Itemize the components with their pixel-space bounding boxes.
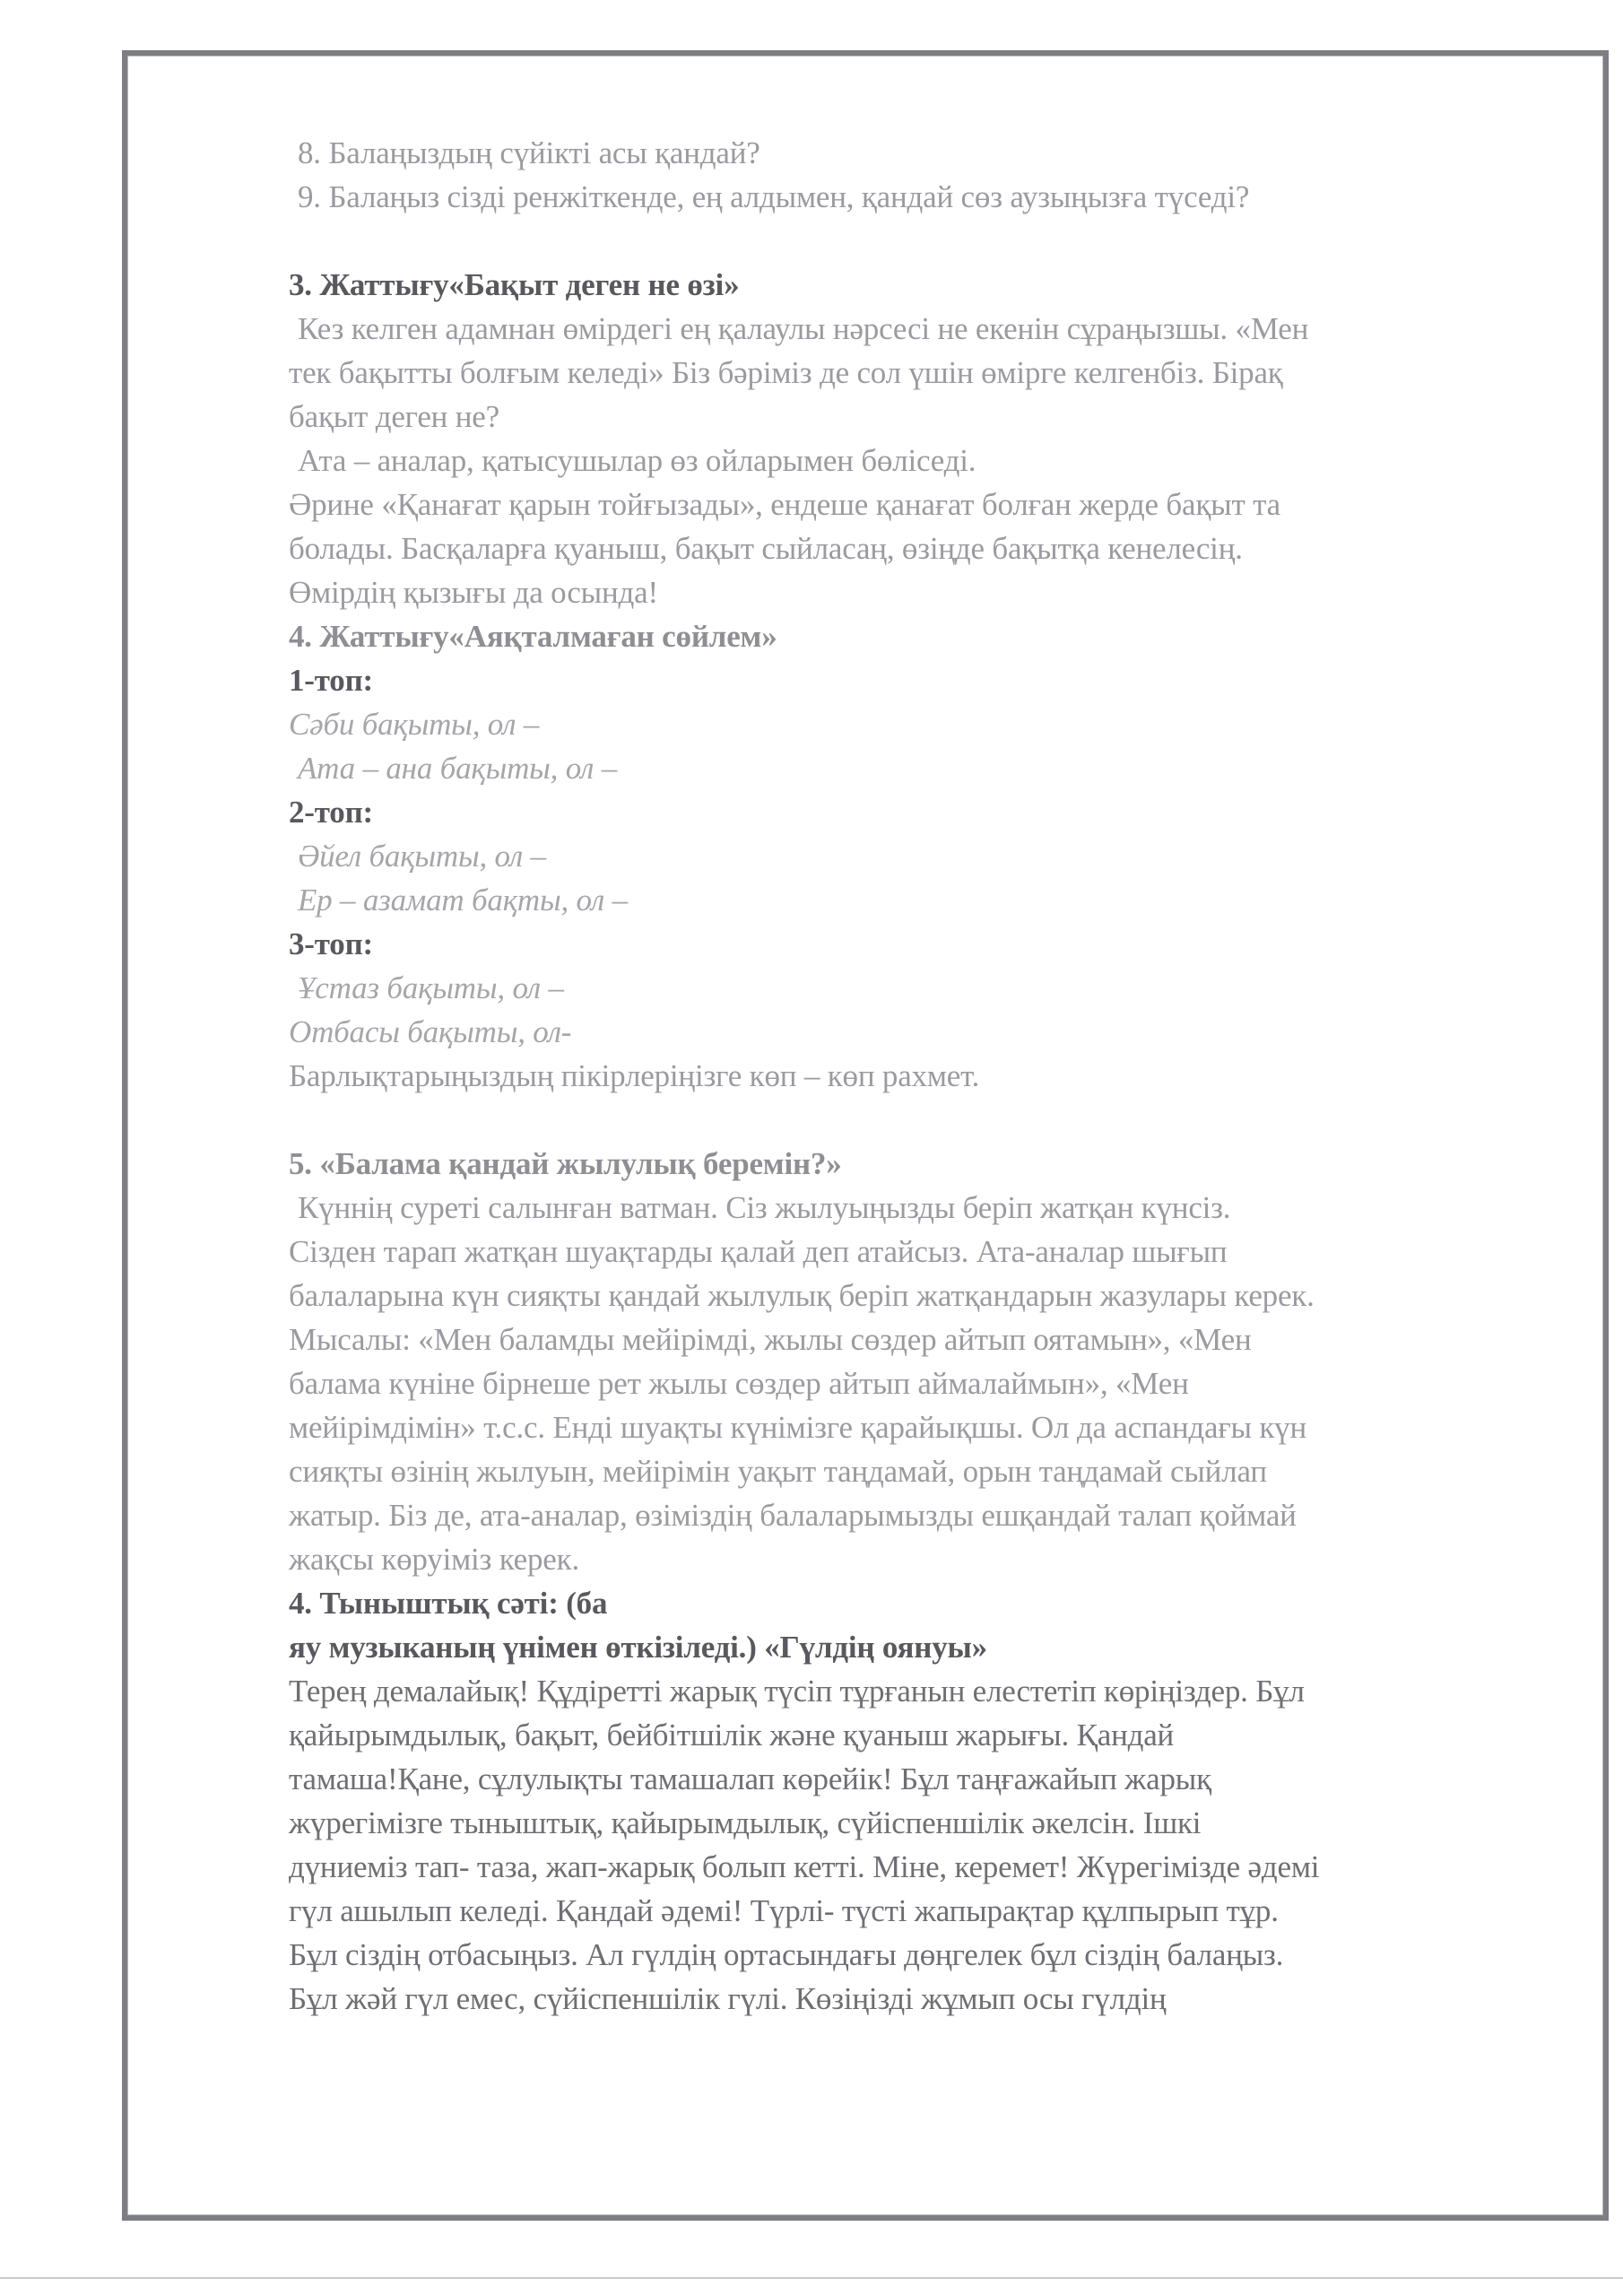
exercise-5-section bbox=[289, 1142, 1562, 1581]
scan-edge-line bbox=[0, 2277, 1623, 2279]
group-3-item: Отбасы бақыты, ол- bbox=[289, 1014, 572, 1049]
group-1-item: Сәби бақыты, ол – bbox=[289, 707, 540, 742]
exercise-5-line: балаларына күн сияқты қандай жылулық беріп жатқандарын жазулары керек. bbox=[289, 1278, 1315, 1313]
spacer bbox=[289, 219, 1562, 263]
group-2-item: Ер – азамат бақты, ол – bbox=[298, 883, 628, 918]
exercise-3-line: Өмірдің қызығы да осында! bbox=[289, 575, 658, 610]
silence-line: Бұл сіздің отбасыңыз. Ал гүлдің ортасындағы дөңгелек бұл сіздің балаңыз. bbox=[289, 1937, 1284, 1972]
question-8: 8. Балаңыздың сүйікті асы қандай? bbox=[298, 135, 760, 170]
group-3-item: Ұстаз бақыты, ол – bbox=[298, 970, 564, 1005]
exercise-5-line: мейірімдімін» т.с.с. Енді шуақты күнімізге қарайықшы. Ол да аспандағы күн bbox=[289, 1410, 1306, 1445]
group-2-label: 2-топ: bbox=[289, 795, 374, 830]
exercise-3-line: бақыт деген не? bbox=[289, 399, 499, 434]
spacer bbox=[289, 1098, 1562, 1142]
questions-list bbox=[289, 131, 1562, 219]
exercise-3-title: 3. Жаттығу«Бақыт деген не өзі» bbox=[289, 267, 740, 302]
exercise-5-line: Мысалы: «Мен баламды мейірімді, жылы сөздер айтып оятамын», «Мен bbox=[289, 1322, 1252, 1357]
question-9: 9. Балаңыз сізді ренжіткенде, ең алдымен, қандай сөз аузыңызға түседі? bbox=[298, 179, 1250, 214]
exercise-5-line: сияқты өзінің жылуын, мейірімін уақыт таңдамай, орын таңдамай сыйлап bbox=[289, 1454, 1267, 1489]
silence-section bbox=[289, 1581, 1562, 2021]
silence-line: тамаша!Қане, сұлулықты тамашалап көрейік! Бұл таңғажайып жарық bbox=[289, 1761, 1211, 1796]
silence-title-line-2: яу музыканың үнімен өткізіледі.) «Гүлдің оянуы» bbox=[289, 1630, 987, 1665]
group-2-item: Әйел бақыты, ол – bbox=[298, 839, 546, 874]
silence-line: Бұл жәй гүл емес, сүйіспеншілік гүлі. Көзіңізді жұмып осы гүлдің bbox=[289, 1981, 1167, 2016]
silence-line: дүниеміз тап- таза, жап-жарық болып кетті. Міне, керемет! Жүрегімізде әдемі bbox=[289, 1849, 1320, 1884]
silence-line: қайырымдылық, бақыт, бейбітшілік және қуаныш жарығы. Қандай bbox=[289, 1718, 1175, 1752]
exercise-3-line: Кез келген адамнан өмірдегі ең қалаулы нәрсесі не екенін сұраңызшы. «Мен bbox=[298, 311, 1309, 346]
silence-line: жүрегімізге тыныштық, қайырымдылық, сүйіспеншілік әкелсін. Ішкі bbox=[289, 1805, 1202, 1840]
group-1-item: Ата – ана бақыты, ол – bbox=[298, 751, 618, 786]
silence-line: гүл ашылып келеді. Қандай әдемі! Түрлі- түсті жапырақтар құлпырып тұр. bbox=[289, 1893, 1279, 1928]
exercise-5-title: 5. «Балама қандай жылулық беремін?» bbox=[289, 1146, 842, 1181]
exercise-3-line: Әрине «Қанағат қарын тойғызады», ендеше қанағат болған жерде бақыт та bbox=[289, 487, 1280, 522]
exercise-3-line: Ата – аналар, қатысушылар өз ойларымен бөліседі. bbox=[298, 443, 976, 478]
exercise-5-line: жатыр. Біз де, ата-аналар, өзіміздің балаларымызды ешқандай талап қоймай bbox=[289, 1498, 1297, 1533]
silence-line: Терең демалайық! Құдіретті жарық түсіп тұрғанын елестетіп көріңіздер. Бұл bbox=[289, 1674, 1305, 1709]
group-1-label: 1-топ: bbox=[289, 663, 374, 698]
thanks-line: Барлықтарыңыздың пікірлеріңізге көп – көп рахмет. bbox=[289, 1058, 980, 1093]
exercise-5-line: Сізден тарап жатқан шуақтарды қалай деп атайсыз. Ата-аналар шығып bbox=[289, 1234, 1228, 1269]
document-body bbox=[289, 131, 1562, 2021]
group-3-label: 3-топ: bbox=[289, 926, 374, 961]
exercise-4-title: 4. Жаттығу«Аяқталмаған сөйлем» bbox=[289, 619, 777, 654]
exercise-3-line: болады. Басқаларға қуаныш, бақыт сыйласаң, өзіңде бақытқа кенелесің. bbox=[289, 531, 1243, 566]
exercise-5-line: балама күніне бірнеше рет жылы сөздер айтып аймалаймын», «Мен bbox=[289, 1366, 1189, 1401]
exercise-4-section bbox=[289, 614, 1562, 1098]
exercise-5-line: Күннің суреті салынған ватман. Сіз жылуыңызды беріп жатқан күнсіз. bbox=[298, 1190, 1231, 1225]
exercise-5-line: жақсы көруіміз керек. bbox=[289, 1542, 579, 1577]
silence-title-line-1: 4. Тыныштық сәті: (ба bbox=[289, 1586, 608, 1621]
exercise-3-line: тек бақытты болғым келеді» Біз бәріміз де сол үшін өмірге келгенбіз. Бірақ bbox=[289, 355, 1283, 390]
exercise-3-section bbox=[289, 263, 1562, 614]
